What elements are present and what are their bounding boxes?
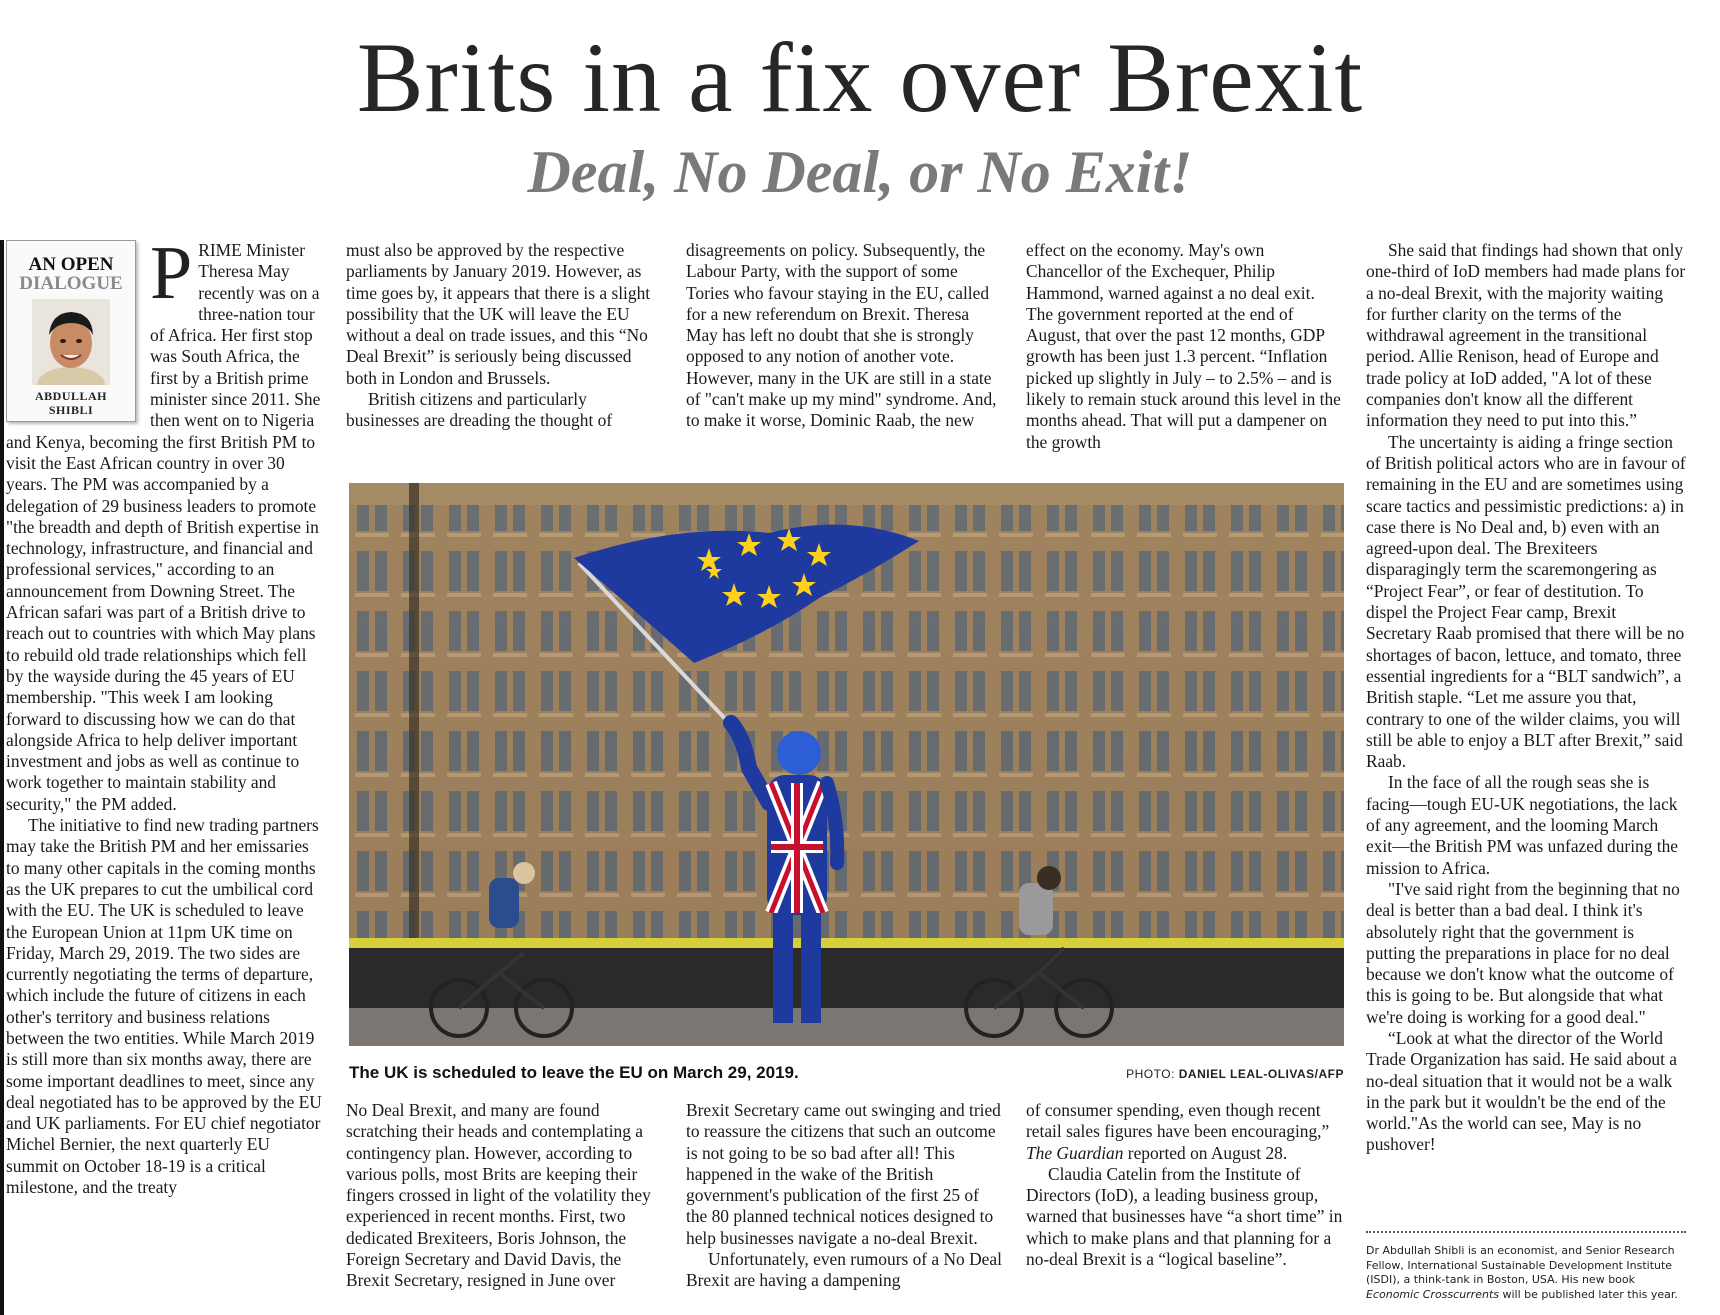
article-paragraph: No Deal Brexit, and many are found scratching their heads and contemplating a contingency plan. However, according to various polls, most Brits are keeping their fingers crossed in light of the volatility they experienced in recent months. First, two dedicated Brexiteers, Boris Johnson, the Foreign Secretary and David Davis, the Brexit Secretary, resigned in June over xyxy=(346,1100,651,1291)
article-paragraph: Brexit Secretary came out swinging and tried to reassure the citizens that such an outcome is not going to be so bad after all! This happened in the wake of the British government's publication of the first 25 of the 80 planned technical notices designed to help businesses navigate a no-deal Brexit. xyxy=(686,1100,1001,1248)
protester-flag-photo xyxy=(349,483,1344,1046)
article-column-2-top xyxy=(346,240,664,455)
article-paragraph: "I've said right from the beginning that no deal is better than a bad deal. I think it's absolutely right that the government is putting the preparations in place for no deal because we don't know what the outcome of this is going to be. But alongside that what we're doing is working for a good deal." xyxy=(1366,878,1680,1027)
article-column-5 xyxy=(1366,240,1686,1215)
article-photo xyxy=(349,483,1344,1046)
author-portrait xyxy=(32,299,110,385)
text-run: of consumer spending, even though recent retail sales figures have been encouraging,” xyxy=(1026,1100,1330,1142)
credit-name: DANIEL LEAL-OLIVAS/AFP xyxy=(1178,1067,1344,1081)
article-column-3-top xyxy=(686,240,1004,455)
article-column-4-bottom xyxy=(1026,1100,1344,1312)
article-paragraph: British citizens and particularly businesses are dreading the thought of xyxy=(346,389,613,431)
book-title: Economic Crosscurrents xyxy=(1366,1287,1499,1301)
article-paragraph: She said that findings had shown that only one-third of IoD members had made plans for a no-deal Brexit, with the majority waiting for further clarity on the terms of the withdrawal agreement in the transitional period. Allie Renison, head of Europe and trade policy at IoD added, "A lot of these companies don't know all the different information they need to put into this.” xyxy=(1366,240,1686,431)
photo-credit xyxy=(1126,1067,1344,1081)
byline-kicker-2: DIALOGUE xyxy=(19,273,123,294)
author-name: ABDULLAH xyxy=(34,389,107,403)
author-bio xyxy=(1366,1244,1686,1302)
article-paragraph: The uncertainty is aiding a fringe section of British political actors who are in favour of remaining in the EU and are sometimes using scare tactics and pessimistic predictions: a) in case there is No Deal and, b) even with an agreed-upon deal. The Brexiteers disparagingly term the scaremongering as “Project Fear”, or fear of destitution. To dispel the Project Fear camp, Brexit Secretary Raab promised that there will be no shortages of bacon, lettuce, and tomato, three essential ingredients for a “BLT sandwich”, a British staple. “Let me assure you that, contrary to one of the wilder claims, you will still be able to enjoy a BLT after Brexit,” said Raab. xyxy=(1366,431,1686,772)
byline-kicker: AN OPEN xyxy=(28,254,114,275)
article-paragraph: Claudia Catelin from the Institute of Directors (IoD), a leading business group, warned that businesses have “a short time” in which to make plans and that planning for a no-deal Brexit is a “logical baseline”. xyxy=(1026,1163,1343,1270)
article-lead: RIME Minister Theresa May recently was on a three-nation tour of Africa. Her first stop was South Africa, the first by a British prime minister since 2011. She then went on to Nigeria and Kenya, becoming the first British PM to visit the East African country in over 30 years. The PM was accompanied by a delegation of 29 business leaders to promote "the breadth and depth of British expertise in technology, infrastructure, and financial and professional services," according to an announcement from Downing Street. The African safari was part of a British drive to reach out to countries with which May plans to rebuild old trade relationships which fell by the wayside during the 45 years of EU membership. "This week I am looking forward to discussing how we can do that alongside Africa to help deliver important investment and jobs as well as continue to work together to maintain stability and security," the PM added. xyxy=(6,240,321,814)
byline-box xyxy=(6,240,136,422)
headline: Brits in a fix over Brexit xyxy=(356,22,1364,133)
article-paragraph xyxy=(1026,1100,1344,1164)
bio-text: Dr Abdullah Shibli is an economist, and Senior Research Fellow, International Sustainable Development Institute (ISDI), a think-tank in Boston, USA. His new book xyxy=(1366,1244,1675,1287)
credit-prefix: PHOTO: xyxy=(1126,1067,1175,1081)
article-paragraph: In the face of all the rough seas she is facing—tough EU-UK negotiations, the lack of any agreement, and the looming March exit—the British PM was unfazed during the mission to Africa. xyxy=(1366,772,1679,878)
article-paragraph: effect on the economy. May's own Chancellor of the Exchequer, Philip Hammond, warned against a no deal exit. The government reported at the end of August, that over the past 12 months, GDP growth has been just 1.3 percent. “Inflation picked up slightly in July – to 2.5% – and is likely to remain stuck around this level in the months ahead. That will put a dampener on the growth xyxy=(1026,240,1341,452)
article-column-1 xyxy=(6,231,324,1312)
text-run: reported on August 28. xyxy=(1123,1142,1288,1163)
article-column-2-bottom xyxy=(346,1100,664,1312)
author-surname: SHIBLI xyxy=(48,403,94,417)
article-column-3-bottom xyxy=(686,1100,1004,1312)
article-paragraph: “Look at what the director of the World Trade Organization has said. He said about a no-deal situation that it would not be a walk in the park but it wouldn't be the end of the world."As the world can see, May is no pushover! xyxy=(1366,1027,1678,1155)
bio-divider xyxy=(1366,1231,1686,1233)
article-paragraph: The initiative to find new trading partners may take the British PM and her emissaries to many other capitals in the coming months as the UK prepares to cut the umbilical cord with the EU. The UK is scheduled to leave the European Union at 11pm UK time on Friday, March 29, 2019. The two sides are currently negotiating the terms of departure, which include the future of citizens in each other's territory and business relations between the two entities. While March 2019 is still more than six months away, there are some important deadlines to meet, since any deal negotiated has to be approved by the EU and UK parliaments. For EU chief negotiator Michel Bernier, the next quarterly EU summit on October 18-19 is a critical milestone, and the treaty xyxy=(6,815,322,1198)
bio-text-end: will be published later this year. xyxy=(1499,1287,1678,1301)
article-paragraph: must also be approved by the respective parliaments by January 2019. However, as time goes by, it appears that there is a slight possibility that the UK will leave the EU without a deal on trade issues, and this “No Deal Brexit” is seriously being discussed both in London and Brussels. xyxy=(346,240,651,388)
article-column-4-top xyxy=(1026,240,1344,455)
publication-title: The Guardian xyxy=(1026,1142,1124,1163)
left-column-rule xyxy=(0,240,4,1315)
article-paragraph: Unfortunately, even rumours of a No Deal Brexit are having a dampening xyxy=(686,1249,1002,1291)
article-paragraph: disagreements on policy. Subsequently, the Labour Party, with the support of some Tories who favour staying in the EU, called for a new referendum on Brexit. Theresa May has left no doubt that she is strongly opposed to any notion of another vote. However, many in the UK are still in a state of "can't make up my mind" syndrome. And, to make it worse, Dominic Raab, the new xyxy=(686,240,997,431)
photo-caption: The UK is scheduled to leave the EU on March 29, 2019. xyxy=(349,1063,799,1082)
drop-cap: P xyxy=(150,231,193,315)
subheadline: Deal, No Deal, or No Exit! xyxy=(527,139,1193,205)
